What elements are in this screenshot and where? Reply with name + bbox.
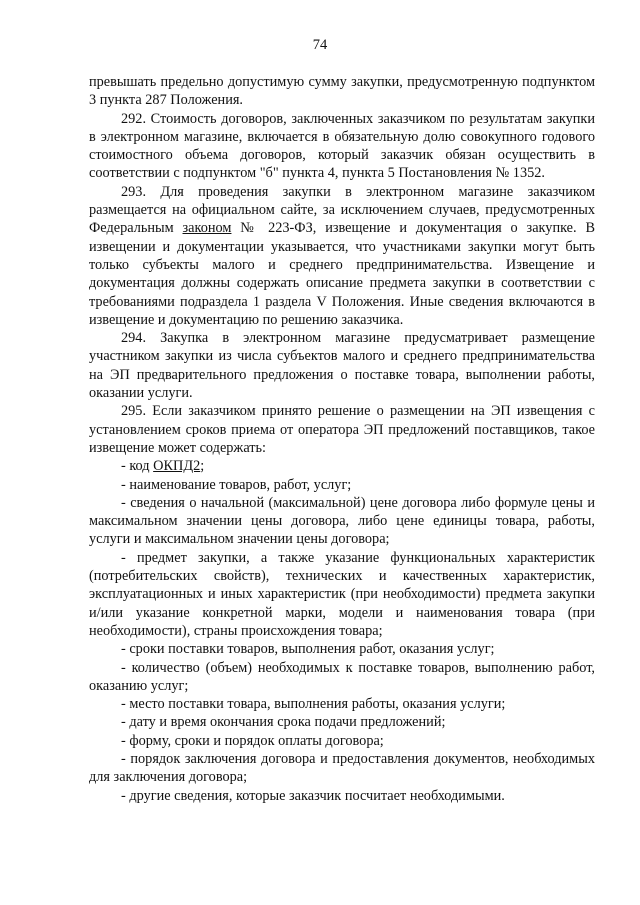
list-item: - предмет закупки, а также указание функциональных характеристик (потребительских свойств), технических и качественных характеристик, эксплуатационных и иных характеристик (при необходимости) предмета закупки и/или указание конкретной марки, модели и наименования товара (при необходимости), страны происхождения товара; — [89, 549, 595, 639]
page-number: 74 — [312, 37, 328, 53]
list-item: - форму, сроки и порядок оплаты договора; — [121, 732, 384, 749]
list-item-okpd-prefix: - код — [121, 458, 154, 475]
list-item: - количество (объем) необходимых к поставке товаров, выполнению работ, оказанию услуг; — [89, 659, 595, 694]
paragraph-295: 295. Если заказчиком принято решение о размещении на ЭП извещения с установлением сроков приема от оператора ЭП предложений поставщиков, такое извещение может содержать: — [89, 403, 595, 456]
list-item: - дату и время окончания срока подачи предложений; — [121, 714, 446, 731]
list-item: - место поставки товара, выполнения работы, оказания услуги; — [121, 696, 506, 713]
okpd2-link[interactable]: ОКПД2 — [153, 458, 201, 475]
paragraph-continuation: превышать предельно допустимую сумму закупки, предусмотренную подпунктом 3 пункта 287 Положения. — [89, 74, 595, 109]
paragraph-293-text-end: № 223-ФЗ, извещение и документация о закупке. В извещении и документации указывается, что участниками закупки могут быть только субъекты малого и среднего предпринимательства. Извещение и документация должны содержать описание предмета закупки в соответствии с требованиями подраздела 1 раздела V Положения. Иные сведения включаются в извещение и документацию по решению заказчика. — [89, 220, 595, 328]
list-item: - наименование товаров, работ, услуг; — [121, 476, 352, 493]
paragraph-294: 294. Закупка в электронном магазине предусматривает размещение участником закупки из числа субъектов малого и среднего предпринимательства на ЭП предварительного предложения о поставке товара, выполнении работы, оказании услуги. — [89, 330, 595, 402]
list-item: - сроки поставки товаров, выполнения работ, оказания услуг; — [121, 641, 495, 658]
paragraph-293-text-start: 293. Для проведения закупки в электронном магазине заказчиком размещается на официальном сайте, за исключением случаев, предусмотренных Федеральным — [89, 183, 595, 237]
paragraph-293 — [89, 183, 595, 329]
document-body — [89, 73, 595, 805]
list-item-okpd — [89, 457, 595, 475]
paragraph-292: 292. Стоимость договоров, заключенных заказчиком по результатам закупки в электронном магазине, включается в обязательную долю совокупного годового стоимостного объема договоров, который заказчик обязан осуществить в соответствии с подпунктом "б" пункта 4, пункта 5 Постановления № 1352. — [89, 110, 595, 182]
list-item: - другие сведения, которые заказчик посчитает необходимыми. — [121, 787, 505, 804]
list-item: - порядок заключения договора и предоставления документов, необходимых для заключения договора; — [89, 750, 595, 786]
federal-law-link[interactable]: законом — [182, 220, 232, 237]
list-item-okpd-suffix: ; — [200, 458, 205, 475]
list-item: - сведения о начальной (максимальной) цене договора либо формуле цены и максимальном значении цены договора, либо цене единицы товара, работы, услуги и максимальном значении цены договора; — [89, 494, 595, 548]
